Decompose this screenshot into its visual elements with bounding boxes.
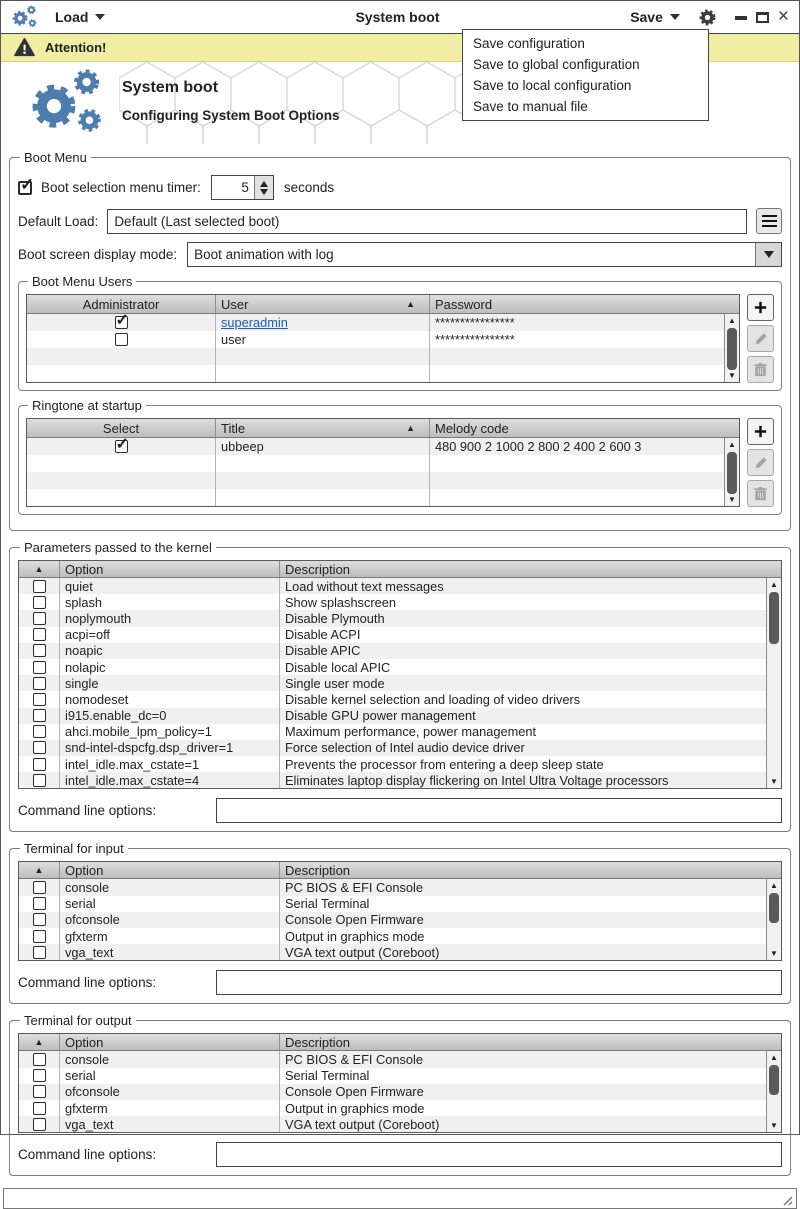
scroll-down-icon[interactable]: ▼ <box>728 495 736 504</box>
table-row[interactable] <box>27 489 739 506</box>
checkbox[interactable] <box>33 612 46 625</box>
table-row[interactable] <box>19 1051 781 1067</box>
checkbox-cell <box>19 610 59 626</box>
load-menu-button[interactable] <box>55 9 105 25</box>
checkbox[interactable] <box>33 580 46 593</box>
table-row[interactable] <box>27 348 739 365</box>
timer-unit-label: seconds <box>283 180 335 195</box>
table-row[interactable] <box>19 1116 781 1132</box>
checkbox[interactable] <box>115 333 128 346</box>
table-row[interactable] <box>19 1068 781 1084</box>
option-cell: splash <box>59 594 279 610</box>
scrollbar-thumb[interactable] <box>769 1065 779 1095</box>
table-row[interactable] <box>19 724 781 740</box>
description-cell: Force selection of Intel audio device driver <box>279 740 781 756</box>
chevron-down-icon <box>670 14 680 20</box>
scrollbar[interactable] <box>724 438 739 506</box>
option-cell: gfxterm <box>59 928 279 944</box>
spin-up-icon <box>260 181 268 187</box>
checkbox-cell <box>19 578 59 594</box>
checkbox[interactable] <box>33 881 46 894</box>
ringtone-legend: Ringtone at startup <box>32 398 142 413</box>
checkbox-cell <box>19 659 59 675</box>
checkbox[interactable] <box>33 1069 46 1082</box>
boot-menu-users-group <box>18 274 782 391</box>
column-header-title[interactable]: Title ▲ <box>215 419 429 437</box>
melody-cell <box>429 489 739 506</box>
description-cell: Single user mode <box>279 675 781 691</box>
title-cell <box>215 489 429 506</box>
select-cell <box>27 455 215 472</box>
table-row[interactable] <box>19 578 781 594</box>
table-row[interactable] <box>27 331 739 348</box>
melody-cell: 480 900 2 1000 2 800 2 400 2 600 3 <box>429 438 739 455</box>
table-row[interactable] <box>19 594 781 610</box>
column-header-administrator[interactable]: Administrator <box>82 296 160 312</box>
checkbox[interactable] <box>33 758 46 771</box>
option-cell: acpi=off <box>59 627 279 643</box>
description-cell: PC BIOS & EFI Console <box>279 1051 781 1067</box>
display-mode-label: Boot screen display mode: <box>18 247 178 262</box>
checkbox-cell <box>19 724 59 740</box>
terminal-input-cmdline-input[interactable] <box>216 970 782 995</box>
sort-ascending-icon: ▲ <box>34 1037 44 1048</box>
menu-item-save-manual-file[interactable]: Save to manual file <box>473 99 588 114</box>
scroll-down-icon[interactable]: ▼ <box>770 949 778 959</box>
terminal-output-group <box>9 1013 791 1176</box>
table-row[interactable] <box>19 691 781 707</box>
option-cell: intel_idle.max_cstate=4 <box>59 772 279 788</box>
attention-label: Attention! <box>45 40 107 55</box>
description-cell: Output in graphics mode <box>279 1100 781 1116</box>
terminal-output-legend: Terminal for output <box>24 1013 132 1029</box>
password-cell: **************** <box>429 331 739 348</box>
checkbox[interactable] <box>33 709 46 722</box>
column-header-checked[interactable] <box>19 561 59 577</box>
column-header-description[interactable]: Description <box>279 862 781 878</box>
table-row[interactable] <box>19 643 781 659</box>
pencil-icon <box>754 332 768 346</box>
checkbox-cell <box>19 691 59 707</box>
sort-ascending-icon: ▲ <box>406 299 415 309</box>
checkbox[interactable] <box>33 1118 46 1131</box>
column-header-option[interactable]: Option <box>59 1034 279 1050</box>
description-cell: Disable Plymouth <box>279 610 781 626</box>
boot-menu-legend: Boot Menu <box>24 150 87 165</box>
checkbox-cell <box>19 740 59 756</box>
title-cell <box>215 472 429 489</box>
terminal-input-legend: Terminal for input <box>24 841 124 857</box>
option-cell: i915.enable_dc=0 <box>59 708 279 724</box>
column-header-checked[interactable] <box>19 1034 59 1050</box>
table-row[interactable] <box>19 675 781 691</box>
option-cell: noapic <box>59 643 279 659</box>
description-cell: VGA text output (Coreboot) <box>279 1116 781 1132</box>
table-row[interactable] <box>19 756 781 772</box>
sort-ascending-icon: ▲ <box>406 423 415 433</box>
checkbox-cell <box>19 772 59 788</box>
password-cell <box>429 348 739 365</box>
description-cell: Maximum performance, power management <box>279 724 781 740</box>
scroll-up-icon[interactable]: ▲ <box>770 1053 778 1063</box>
description-cell: Console Open Firmware <box>279 912 781 928</box>
boot-menu-group <box>9 150 791 531</box>
app-gears-icon <box>11 4 41 31</box>
scrollbar[interactable] <box>724 314 739 382</box>
admin-cell <box>27 331 215 348</box>
option-cell: intel_idle.max_cstate=1 <box>59 756 279 772</box>
table-row[interactable] <box>19 610 781 626</box>
terminal-output-cmdline-label: Command line options: <box>18 1147 157 1163</box>
maximize-button[interactable] <box>756 12 769 23</box>
checkbox-cell <box>19 1100 59 1116</box>
users-legend: Boot Menu Users <box>32 274 133 289</box>
scrollbar-thumb[interactable] <box>769 592 779 644</box>
scroll-down-icon[interactable]: ▼ <box>770 1121 778 1131</box>
terminal-input-table <box>18 861 782 961</box>
checkbox[interactable] <box>115 440 128 453</box>
checkbox[interactable] <box>33 946 46 959</box>
checkbox-cell <box>19 643 59 659</box>
terminal-input-cmdline-label: Command line options: <box>18 975 157 991</box>
option-cell: noplymouth <box>59 610 279 626</box>
column-header-checked[interactable] <box>19 862 59 878</box>
select-cell <box>27 472 215 489</box>
checkbox-cell <box>19 879 59 895</box>
scrollbar-thumb[interactable] <box>727 452 737 494</box>
ringtone-table <box>26 418 740 507</box>
chevron-down-icon <box>764 251 774 258</box>
resize-grip-icon[interactable] <box>782 1195 793 1206</box>
user-cell <box>215 314 429 331</box>
title-cell: ubbeep <box>215 438 429 455</box>
checkbox[interactable] <box>33 774 46 787</box>
plus-icon <box>753 424 768 439</box>
scrollbar[interactable] <box>766 1051 781 1132</box>
page-title: System boot <box>122 79 219 96</box>
option-cell: ofconsole <box>59 1084 279 1100</box>
edit-user-button[interactable] <box>747 325 774 352</box>
checkbox[interactable] <box>33 677 46 690</box>
checkbox[interactable] <box>33 741 46 754</box>
scroll-up-icon[interactable]: ▲ <box>770 881 778 891</box>
title-cell <box>215 455 429 472</box>
table-row[interactable] <box>19 659 781 675</box>
display-mode-value: Boot animation with log <box>194 247 334 262</box>
trash-icon <box>754 363 767 377</box>
option-cell: ahci.mobile_lpm_policy=1 <box>59 724 279 740</box>
table-row[interactable] <box>27 365 739 382</box>
table-row[interactable] <box>19 896 781 912</box>
load-menu-label: Load <box>55 9 89 25</box>
column-header-description[interactable]: Description <box>279 561 781 577</box>
column-header-option[interactable]: Option <box>59 561 279 577</box>
checkbox-cell <box>19 1068 59 1084</box>
save-menu-label: Save <box>630 9 663 25</box>
page-subtitle: Configuring System Boot Options <box>122 108 340 123</box>
option-cell: vga_text <box>59 1116 279 1132</box>
menu-item-save-local[interactable]: Save to local configuration <box>473 78 632 93</box>
status-bar <box>3 1188 797 1209</box>
checkbox[interactable] <box>33 725 46 738</box>
terminal-output-table <box>18 1033 782 1133</box>
sort-ascending-icon: ▲ <box>34 564 44 574</box>
table-row[interactable] <box>19 928 781 944</box>
table-row[interactable] <box>19 944 781 960</box>
option-cell: snd-intel-dspcfg.dsp_driver=1 <box>59 740 279 756</box>
option-cell: nolapic <box>59 659 279 675</box>
user-cell <box>215 365 429 382</box>
checkbox-cell <box>19 756 59 772</box>
scrollbar[interactable] <box>766 578 781 788</box>
select-cell <box>27 489 215 506</box>
option-cell: nomodeset <box>59 691 279 707</box>
edit-ringtone-button[interactable] <box>747 449 774 476</box>
window-title: System boot <box>355 9 440 25</box>
checkbox[interactable] <box>33 693 46 706</box>
spinner-arrows[interactable] <box>254 176 273 199</box>
checkbox-cell <box>19 675 59 691</box>
user-name[interactable]: superadmin <box>221 315 288 330</box>
kernel-params-legend: Parameters passed to the kernel <box>24 540 212 555</box>
scroll-down-icon[interactable]: ▼ <box>728 371 736 380</box>
checkbox[interactable] <box>33 596 46 609</box>
table-row[interactable] <box>19 772 781 788</box>
checkbox[interactable] <box>33 1102 46 1115</box>
terminal-input-group <box>9 841 791 1004</box>
hexagon-pattern <box>119 62 471 144</box>
kernel-params-table <box>18 560 782 789</box>
column-header-melody[interactable]: Melody code <box>429 419 739 437</box>
checkbox-cell <box>19 1084 59 1100</box>
description-cell: Disable kernel selection and loading of video drivers <box>279 691 781 707</box>
password-cell <box>429 365 739 382</box>
minimize-button[interactable] <box>735 16 747 20</box>
checkbox[interactable] <box>33 913 46 926</box>
chevron-down-icon <box>95 14 105 20</box>
checkbox-cell <box>19 594 59 610</box>
option-cell: quiet <box>59 578 279 594</box>
description-cell: Disable GPU power management <box>279 708 781 724</box>
user-cell <box>215 331 429 348</box>
password-cell: **************** <box>429 314 739 331</box>
option-cell: serial <box>59 896 279 912</box>
kernel-params-group <box>9 540 791 832</box>
trash-icon <box>754 487 767 501</box>
checkbox-cell <box>19 928 59 944</box>
description-cell: PC BIOS & EFI Console <box>279 879 781 895</box>
melody-cell <box>429 455 739 472</box>
users-table <box>26 294 740 383</box>
checkbox-cell <box>19 708 59 724</box>
spin-down-icon <box>260 189 268 195</box>
table-row[interactable] <box>19 1084 781 1100</box>
description-cell: Eliminates laptop display flickering on Intel Ultra Voltage processors <box>279 772 781 788</box>
close-button[interactable]: × <box>777 6 789 27</box>
save-dropdown-menu <box>462 29 709 121</box>
warning-icon <box>14 38 35 57</box>
settings-gear-button[interactable] <box>698 8 717 27</box>
option-cell: vga_text <box>59 944 279 960</box>
delete-user-button[interactable] <box>747 356 774 383</box>
description-cell: Console Open Firmware <box>279 1084 781 1100</box>
kernel-cmdline-label: Command line options: <box>18 803 157 819</box>
option-cell: single <box>59 675 279 691</box>
table-row[interactable] <box>27 455 739 472</box>
description-cell: VGA text output (Coreboot) <box>279 944 781 960</box>
menu-item-save-configuration[interactable]: Save configuration <box>473 36 585 51</box>
timer-label: Boot selection menu timer: <box>41 180 201 195</box>
scroll-up-icon[interactable]: ▲ <box>770 580 778 589</box>
add-user-button[interactable] <box>747 294 774 321</box>
default-load-label: Default Load: <box>18 213 99 229</box>
scroll-up-icon[interactable]: ▲ <box>728 316 736 325</box>
checkbox-cell <box>19 627 59 643</box>
combobox-dropdown-button[interactable] <box>755 243 781 266</box>
gears-icon <box>27 65 115 143</box>
kernel-cmdline-input[interactable] <box>216 798 782 823</box>
description-cell: Show splashscreen <box>279 594 781 610</box>
description-cell: Disable ACPI <box>279 627 781 643</box>
column-header-option[interactable]: Option <box>59 862 279 878</box>
column-header-select[interactable]: Select <box>102 420 140 436</box>
table-row[interactable] <box>27 438 739 455</box>
scrollbar-thumb[interactable] <box>727 328 737 370</box>
description-cell: Prevents the processor from entering a deep sleep state <box>279 756 781 772</box>
table-row[interactable] <box>27 314 739 331</box>
column-header-password[interactable]: Password <box>429 295 739 313</box>
description-cell: Disable local APIC <box>279 659 781 675</box>
scroll-down-icon[interactable]: ▼ <box>770 777 778 787</box>
table-row[interactable] <box>19 879 781 895</box>
scroll-up-icon[interactable]: ▲ <box>728 440 736 449</box>
content-panel <box>1 144 799 1185</box>
pencil-icon <box>754 456 768 470</box>
table-row[interactable] <box>19 740 781 756</box>
checkbox-cell <box>19 944 59 960</box>
user-name: user <box>221 332 246 347</box>
description-cell: Serial Terminal <box>279 896 781 912</box>
option-cell: ofconsole <box>59 912 279 928</box>
sort-ascending-icon: ▲ <box>34 865 44 876</box>
timer-value-input[interactable] <box>212 176 254 199</box>
checkbox[interactable] <box>33 644 46 657</box>
description-cell: Load without text messages <box>279 578 781 594</box>
option-cell: serial <box>59 1068 279 1084</box>
column-header-user[interactable]: User ▲ <box>215 295 429 313</box>
checkbox[interactable] <box>33 897 46 910</box>
menu-item-save-global[interactable]: Save to global configuration <box>473 57 640 72</box>
table-row[interactable] <box>19 708 781 724</box>
delete-ringtone-button[interactable] <box>747 480 774 507</box>
save-menu-button[interactable] <box>630 9 680 25</box>
hamburger-icon <box>762 215 777 218</box>
scrollbar-thumb[interactable] <box>769 893 779 923</box>
terminal-output-cmdline-input[interactable] <box>216 1142 782 1167</box>
description-cell: Output in graphics mode <box>279 928 781 944</box>
list-select-button[interactable] <box>756 208 782 234</box>
checkbox-cell <box>19 1116 59 1132</box>
timer-checkbox[interactable] <box>18 181 32 195</box>
add-ringtone-button[interactable] <box>747 418 774 445</box>
default-load-input[interactable] <box>107 209 747 234</box>
scrollbar[interactable] <box>766 879 781 960</box>
admin-cell <box>27 314 215 331</box>
checkbox-cell <box>19 912 59 928</box>
checkbox-cell <box>19 896 59 912</box>
plus-icon <box>753 300 768 315</box>
checkbox[interactable] <box>33 1085 46 1098</box>
admin-cell <box>27 365 215 382</box>
column-header-description[interactable]: Description <box>279 1034 781 1050</box>
checkbox-cell <box>19 1051 59 1067</box>
checkbox[interactable] <box>33 661 46 674</box>
option-cell: console <box>59 1051 279 1067</box>
user-cell <box>215 348 429 365</box>
ringtone-group <box>18 398 782 515</box>
description-cell: Disable APIC <box>279 643 781 659</box>
table-row[interactable] <box>27 472 739 489</box>
admin-cell <box>27 348 215 365</box>
table-row[interactable] <box>19 627 781 643</box>
melody-cell <box>429 472 739 489</box>
checkbox[interactable] <box>115 316 128 329</box>
display-mode-combobox[interactable] <box>187 242 782 267</box>
select-cell <box>27 438 215 455</box>
checkbox[interactable] <box>33 1053 46 1066</box>
timer-spinner <box>211 175 274 200</box>
description-cell: Serial Terminal <box>279 1068 781 1084</box>
option-cell: console <box>59 879 279 895</box>
checkbox[interactable] <box>33 930 46 943</box>
table-row[interactable] <box>19 912 781 928</box>
option-cell: gfxterm <box>59 1100 279 1116</box>
table-row[interactable] <box>19 1100 781 1116</box>
checkbox[interactable] <box>33 628 46 641</box>
